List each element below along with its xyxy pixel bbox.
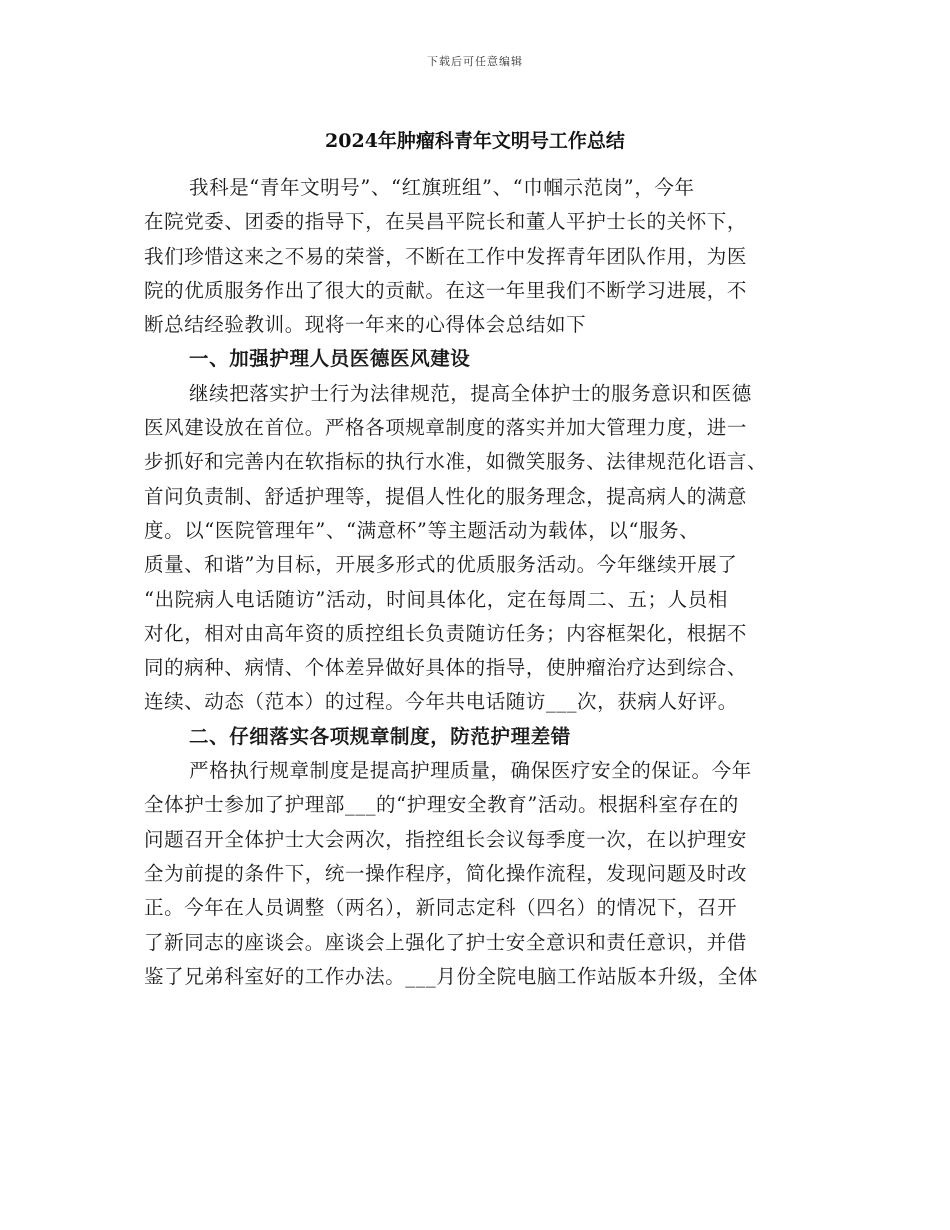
download-note: 下载后可任意编辑 [427, 55, 523, 68]
paragraph-line: 问题召开全体护士大会两次，指控组长会议每季度一次，在以护理安 [144, 827, 748, 851]
paragraph-line: 首问负责制、舒适护理等，提倡人性化的服务理念，提高病人的满意 [144, 484, 748, 508]
paragraph-line: 同的病种、病情、个体差异做好具体的指导，使肿瘤治疗达到综合、 [144, 656, 748, 680]
paragraph-line: 我们珍惜这来之不易的荣誉，不断在工作中发挥青年团队作用，为医 [144, 244, 748, 268]
paragraph-line: 质量、和谐”为目标，开展多形式的优质服务活动。今年继续开展了 [144, 553, 738, 577]
section-heading-1: 一、加强护理人员医德医风建设 [189, 347, 471, 371]
paragraph-line: 严格执行规章制度是提高护理质量，确保医疗安全的保证。今年 [189, 759, 752, 783]
paragraph-line: 全为前提的条件下，统一操作程序，简化操作流程，发现问题及时改 [144, 861, 748, 885]
document-title: 2024年肿瘤科青年文明号工作总结 [325, 130, 625, 152]
paragraph-line: 正。今年在人员调整（两名），新同志定科（四名）的情况下，召开 [144, 896, 738, 920]
paragraph-line: 连续、动态（范本）的过程。今年共电话随访___次，获病人好评。 [144, 690, 738, 714]
paragraph-line: 院的优质服务作出了很大的贡献。在这一年里我们不断学习进展，不 [144, 278, 748, 302]
paragraph-line: “出院病人电话随访”活动，时间具体化，定在每周二、五；人员相 [144, 587, 728, 611]
paragraph-line: 步抓好和完善内在软指标的执行水准，如微笑服务、法律规范化语言、 [144, 450, 768, 474]
section-heading-2: 二、仔细落实各项规章制度，防范护理差错 [189, 724, 571, 748]
paragraph-line: 断总结经验教训。现将一年来的心得体会总结如下 [144, 313, 587, 337]
paragraph-line: 继续把落实护士行为法律规范，提高全体护士的服务意识和医德 [189, 381, 752, 405]
paragraph-line: 对化，相对由高年资的质控组长负责随访任务；内容框架化，根据不 [144, 621, 748, 645]
paragraph-line: 我科是“青年文明号”、“红旗班组”、“巾帼示范岗”，今年 [189, 176, 695, 199]
paragraph-line: 医风建设放在首位。严格各项规章制度的落实并加大管理力度，进一 [144, 416, 748, 440]
paragraph-line: 在院党委、团委的指导下，在吴昌平院长和董人平护士长的关怀下， [144, 210, 748, 234]
paragraph-line: 全体护士参加了护理部___的“护理安全教育”活动。根据科室存在的 [144, 793, 739, 817]
paragraph-line: 了新同志的座谈会。座谈会上强化了护士安全意识和责任意识，并借 [144, 930, 748, 954]
paragraph-line: 鉴了兄弟科室好的工作办法。___月份全院电脑工作站版本升级，全体 [144, 964, 758, 988]
paragraph-line: 度。以“医院管理年”、“满意杯”等主题活动为载体，以“服务、 [144, 518, 700, 542]
document-body [144, 171, 824, 994]
